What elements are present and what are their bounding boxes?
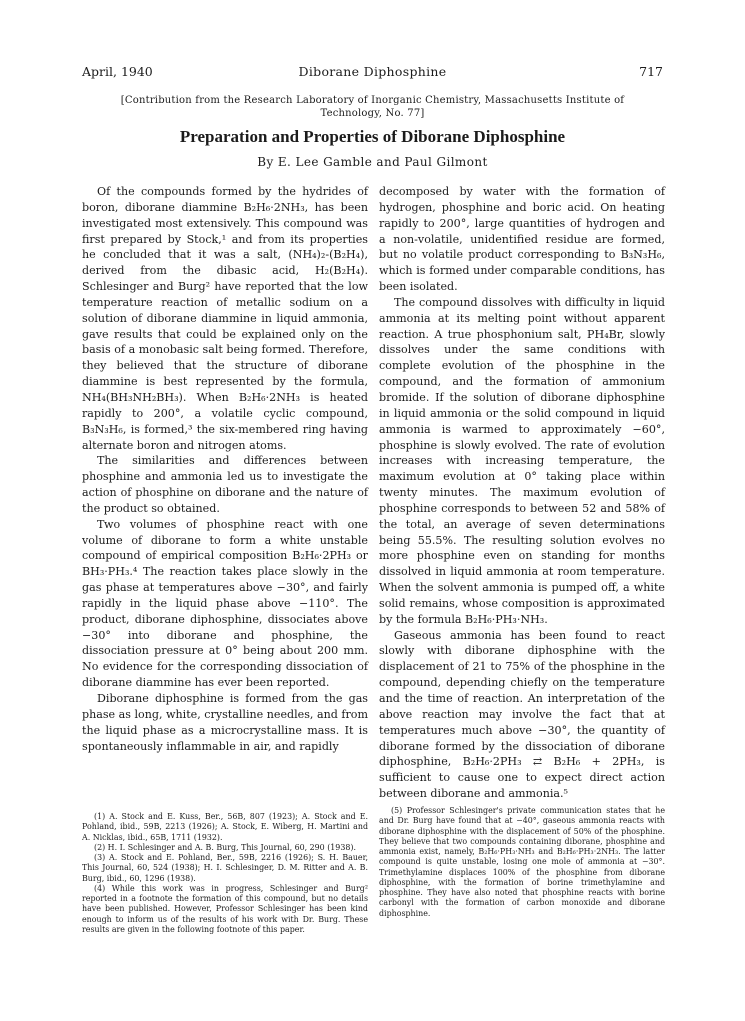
paragraph: decomposed by water with the formation of hydrogen, phosphine and boric acid. On heating rapidly to 200°, large quantities of hydrogen and a non-volatile, unidentified residue are formed, but no volatile product corresponding to B₃N₃H₆, which is formed under comparable conditions, has been isolated. — [379, 185, 665, 294]
footnote: (2) H. I. Schlesinger and A. B. Burg, This Journal, 60, 290 (1938). — [94, 842, 356, 852]
footnote: (5) Professor Schlesinger's private communication states that he and Dr. Burg have found that at −40°, gaseous ammonia reacts with diborane diphosphine with the displacement of 50% of the phosphine. They believe that two compounds containing diborane, phosphine and ammonia exist, namely, B₂H₆·PH₃·NH₃ and B₂H₆·PH₃·2NH₃. The latter compound is quite unstable, losing one mole of ammonia at −30°. Trimethylamine displaces 100% of the phosphine from diborane diphosphine, with the formation of borine trimethylamine and phosphine. They have also noted that phosphine reacts with borine carbonyl with the formation of carbon monoxide and diborane diphosphine. — [379, 806, 665, 918]
header-date: April, 1940 — [82, 64, 153, 79]
paragraph: Of the compounds formed by the hydrides of boron, diborane diammine B₂H₆·2NH₃, has been investigated most extensively. This compound was first prepared by Stock,¹ and from its properties he concluded that it was a salt, (NH₄)₂-(B₂H₄), derived from the dibasic acid, H₂(B₂H₄). Schlesinger and Burg² have reported that the low temperature reaction of metallic sodium on a solution of diborane diammine in liquid ammonia, gave results that could be explained only on the basis of a monobasic salt being formed. Therefore, they believed that the structure of diborane diammine is best represented by the formula, NH₄(BH₃NH₂BH₃). When B₂H₆·2NH₃ is heated rapidly to 200°, a volatile cyclic compound, B₃N₃H₆, is formed,³ the six-membered ring having alternate boron and nitrogen atoms. — [82, 185, 368, 452]
footnote: (3) A. Stock and E. Pohland, Ber., 59B, 2216 (1926); S. H. Bauer, This Journal, 60, 524 (1938); H. I. Schlesinger, D. M. Ritter and A. B. Burg, ibid., 60, 1296 (1938). — [82, 853, 368, 883]
footnotes-left — [82, 812, 368, 935]
paragraph: Gaseous ammonia has been found to react slowly with diborane diphosphine with the displacement of 21 to 75% of the phosphine in the compound, depending chiefly on the temperature and the time of reaction. An interpretation of the above reaction may involve the fact that at temperatures much above −30°, the quantity of diborane formed by the dissociation of diborane diphosphine, B₂H₆·2PH₃ ⇄ B₂H₆ + 2PH₃, is sufficient to cause one to expect direct action between diborane and ammonia.⁵ — [379, 628, 665, 801]
paragraph: Diborane diphosphine is formed from the gas phase as long, white, crystalline needles, and from the liquid phase as a microcrystalline mass. It is spontaneously inflammable in air, and rapidly — [82, 692, 368, 753]
footnote: (4) While this work was in progress, Schlesinger and Burg² reported in a footnote the formation of this compound, but no details have been published. However, Professor Schlesinger has been kind enough to inform us of the results of his work with Dr. Burg. These results are given in the following footnote of this paper. — [82, 883, 368, 934]
paragraph: The compound dissolves with difficulty in liquid ammonia at its melting point without apparent reaction. A true phosphonium salt, PH₄Br, slowly dissolves under the same conditions with complete evolution of the phosphine in the compound, and the formation of ammonium bromide. If the solution of diborane diphosphine in liquid ammonia or the solid compound in liquid ammonia is warmed to approximately −60°, phosphine is slowly evolved. The rate of evolution increases with increasing temperature, the maximum evolution at 0° taking place within twenty minutes. The maximum evolution of phosphine corresponds to between 52 and 58% of the total, an average of seven determinations being 55.5%. The resulting solution evolves no more phosphine even on standing for months dissolved in liquid ammonia at room temperature. When the solvent ammonia is pumped off, a white solid remains, whose composition is approximated by the formula B₂H₆·PH₃·NH₃. — [379, 295, 665, 626]
paragraph: Two volumes of phosphine react with one volume of diborane to form a white unstable compound of empirical composition B₂H₆·2PH₃ or BH₃·PH₃.⁴ The reaction takes place slowly in the gas phase at temperatures above −30°, and fairly rapidly in the liquid phase above −110°. The product, diborane diphosphine, dissociates above −30° into diborane and phosphine, the dissociation pressure at 0° being about 200 mm. No evidence for the corresponding dissociation of diborane diammine has ever been reported. — [82, 517, 368, 690]
article-title: Preparation and Properties of Diborane Diphosphine — [179, 127, 566, 146]
page-number: 717 — [639, 64, 663, 79]
left-column — [82, 184, 368, 754]
footnotes-right — [379, 806, 665, 919]
paragraph: The similarities and differences between phosphine and ammonia led us to investigate the action of phosphine on diborane and the nature of the product so obtained. — [82, 454, 368, 515]
running-title: Diborane Diphosphine — [298, 64, 447, 79]
contribution-line: [Contribution from the Research Laboratory of Inorganic Chemistry, Massachusetts Institute of Technology, No. 77] — [120, 95, 625, 119]
right-column — [379, 184, 665, 802]
footnote: (1) A. Stock and E. Kuss, Ber., 56B, 807 (1923); A. Stock and E. Pohland, ibid., 59B, 2213 (1926); A. Stock, E. Wiberg, H. Martini and A. Nicklas, ibid., 65B, 1711 (1932). — [82, 812, 368, 842]
byline: By E. Lee Gamble and Paul Gilmont — [257, 155, 488, 169]
